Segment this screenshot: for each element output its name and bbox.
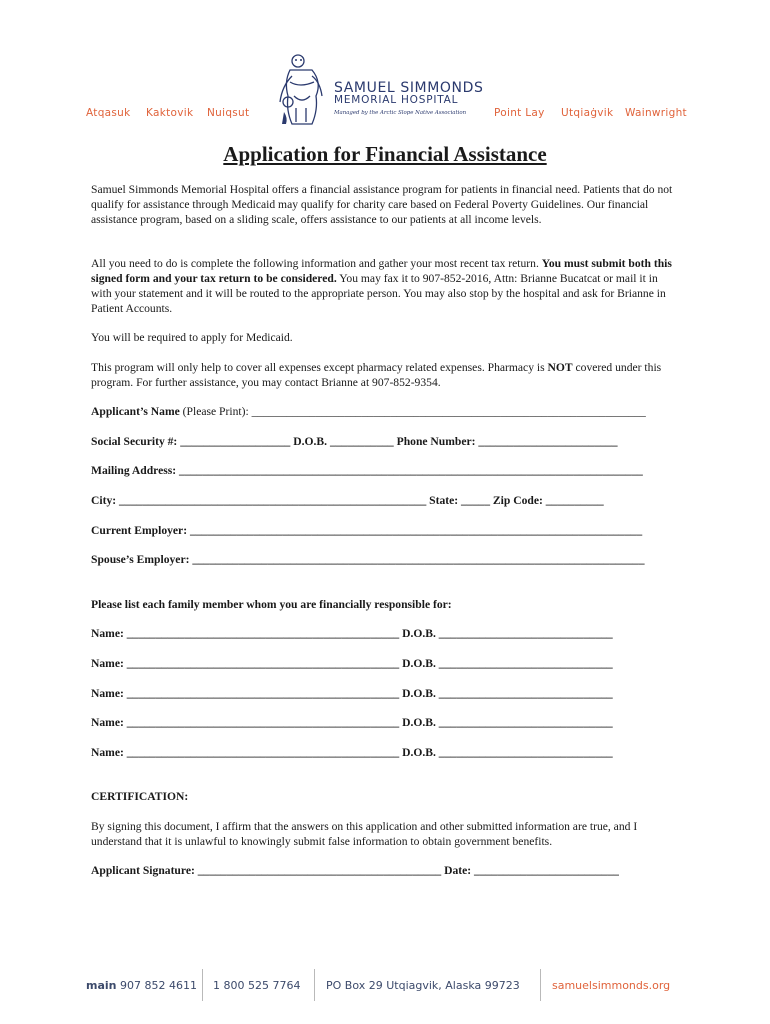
mailing-address: PO Box 29 Utqiagvik, Alaska 99723 [326,979,520,992]
town-name: Nuiqsut [207,107,250,119]
town-name: Utqiaġvik [561,107,614,119]
pharmacy-contact: covered under this program. For further assistance, you may contact Brianne at 907-852-9354. [91,361,662,389]
instructions-contact: You may fax it to 907-852-2016, Attn: Brianne Bucatcat or mail it in with your statement and it will be routed to the appropriate person. You may also stop by the hospital and ask for Brianne in Patient Accounts. [91,272,666,315]
family-heading: Please list each family member whom you are financially responsible for: [91,598,452,611]
page-title: Application for Financial Assistance [223,142,547,166]
website-link[interactable]: samuelsimmonds.org [552,979,671,992]
family-member-row[interactable]: Name: _______________________________________________ D.O.B. ______________________________ [91,657,613,670]
letterhead [0,0,770,135]
family-member-row[interactable]: Name: _______________________________________________ D.O.B. ______________________________ [91,627,613,640]
hospital-logo-figure-icon [276,52,328,128]
instructions-text: All you need to do is complete the following information and gather your most recent tax return. [91,257,542,270]
footer-divider [540,969,541,1001]
current-employer-field[interactable]: Current Employer: ______________________________________________________________________________ [91,524,643,537]
mailing-address-field[interactable]: Mailing Address: ________________________________________________________________________________ [91,464,643,477]
footer-divider [202,969,203,1001]
footer-contact-bar [0,975,770,999]
family-member-row[interactable]: Name: _______________________________________________ D.O.B. ______________________________ [91,746,613,759]
applicant-name-field[interactable] [91,404,691,419]
logo-tagline: Managed by the Arctic Slope Native Association [334,110,467,116]
logo-name-line1: SAMUEL SIMMONDS [334,80,484,96]
family-member-row[interactable]: Name: _______________________________________________ D.O.B. ______________________________ [91,716,613,729]
spouse-employer-field[interactable]: Spouse’s Employer: ______________________________________________________________________________ [91,553,645,566]
main-label: main [86,979,117,992]
pharmacy-text: This program will only help to cover all expenses except pharmacy related expenses. Pharmacy is [91,361,548,374]
applicant-name-blank: (Please Print): ____________________________________________________________________ [179,405,646,418]
town-name: Atqasuk [86,107,131,119]
logo-name-line2: MEMORIAL HOSPITAL [334,94,459,106]
instructions-paragraph [91,256,681,316]
pharmacy-not-emphasis: NOT [547,361,573,374]
certification-heading: CERTIFICATION: [91,790,189,803]
pharmacy-note [91,360,681,390]
city-state-zip-field[interactable]: City: _____________________________________________________ State: _____ Zip Code: __________ [91,494,604,507]
instructions-emphasis: You must submit both this signed form and your tax return to be considered. [91,257,672,285]
town-name: Point Lay [494,107,545,119]
intro-paragraph: Samuel Simmonds Memorial Hospital offers a financial assistance program for patients in financial need. Patients that do not qualify for assistance through Medicaid may qualify for charity care based on Federal Poverty Guidelines. Our financial assistance program, based on a sliding scale, offers assistance to our patients at all income levels. [91,183,673,226]
main-phone-number: 907 852 4611 [116,979,197,992]
ssn-dob-phone-field[interactable]: Social Security #: ___________________ D.O.B. ___________ Phone Number: ________________________ [91,435,618,448]
footer-divider [314,969,315,1001]
medicaid-note: You will be required to apply for Medicaid. [91,331,293,344]
certification-text: By signing this document, I affirm that the answers on this application and other submitted information are true, and I understand that it is unlawful to knowingly submit false information to obtain government benefits. [91,820,638,848]
applicant-name-label: Applicant’s Name [91,405,180,418]
tollfree-phone: 1 800 525 7764 [213,979,301,992]
town-name: Kaktovik [146,107,194,119]
family-member-row[interactable]: Name: _______________________________________________ D.O.B. ______________________________ [91,687,613,700]
signature-date-field[interactable]: Applicant Signature: __________________________________________ Date: _________________________ [91,864,619,877]
town-name: Wainwright [625,107,687,119]
main-phone [86,979,197,992]
